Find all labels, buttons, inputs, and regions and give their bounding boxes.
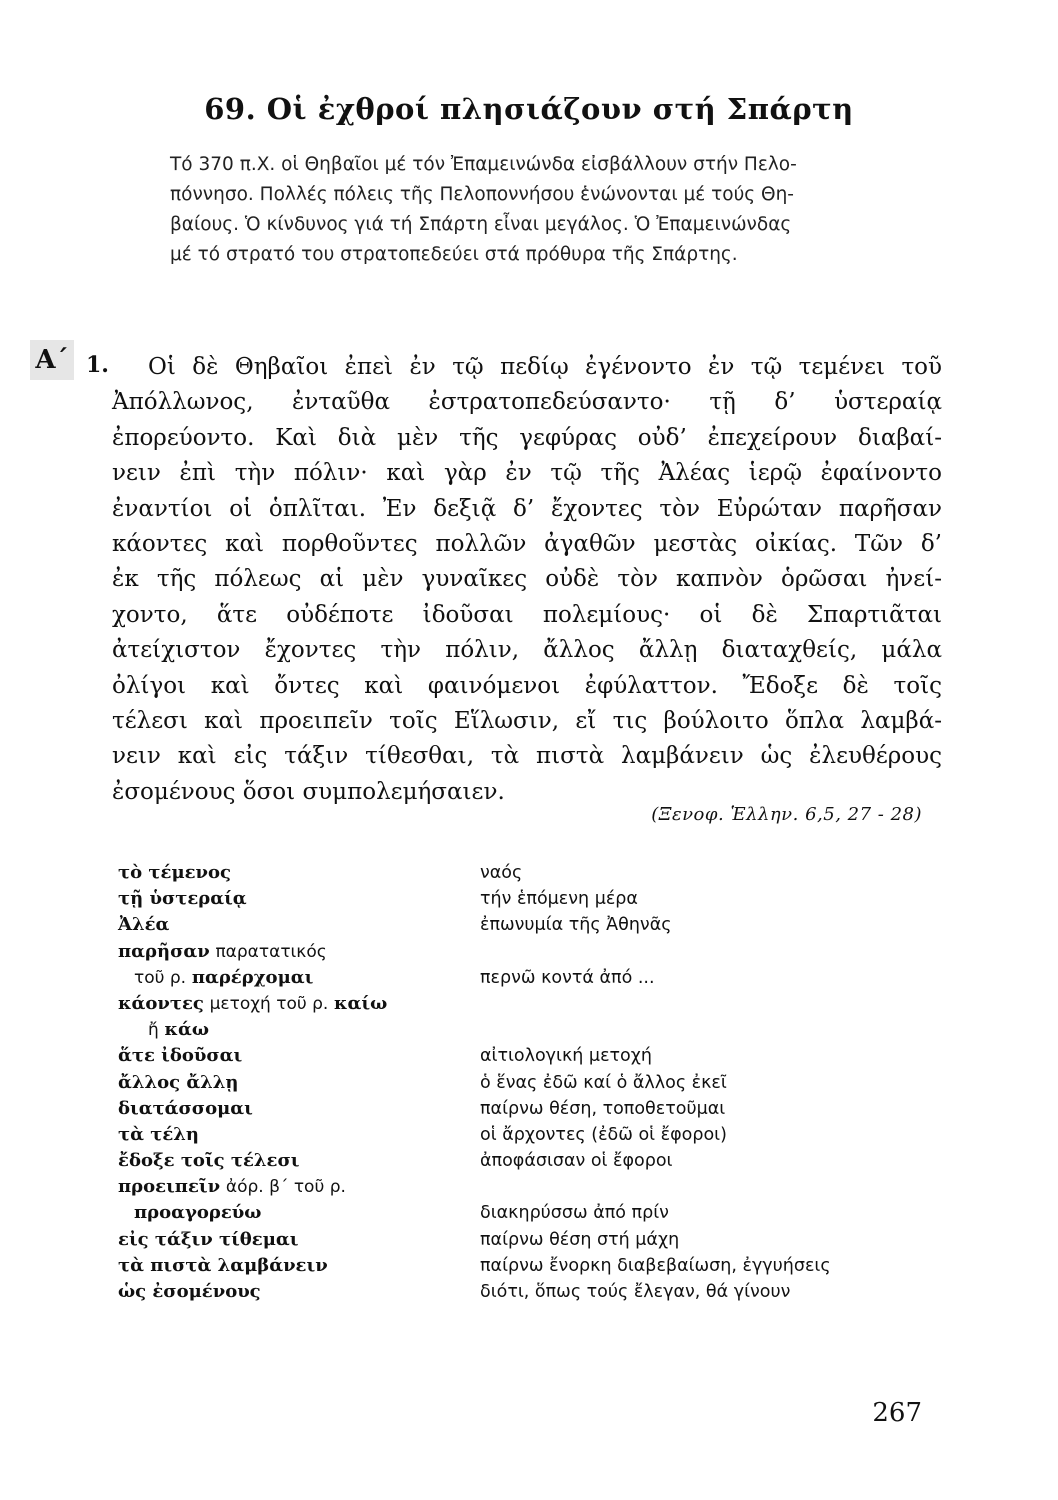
vocab-row [118, 1227, 958, 1253]
ancient-line: ὀλίγοι καὶ ὄντες καὶ φαινόμενοι ἐφύλαττον. Ἔδοξε δὲ τοῖς [112, 672, 942, 699]
ancient-line: νειν ἐπὶ τὴν πόλιν· καὶ γὰρ ἐν τῷ τῆς Ἀλέας ἱερῷ ἐφαίνοντο [112, 460, 942, 487]
vocab-gloss: οἱ ἄρχοντες (ἐδῶ οἱ ἔφοροι) [480, 1124, 727, 1145]
vocab-gloss: διακηρύσσω ἀπό πρίν [480, 1203, 669, 1224]
vocab-row [118, 1070, 958, 1096]
vocab-row [118, 1148, 958, 1174]
vocab-term: τῇ ὑστεραίᾳ [118, 888, 247, 910]
vocab-term: ὡς ἐσομένους [118, 1281, 261, 1302]
intro-line: πόννησο. Πολλές πόλεις τῆς Πελοποννήσου ἑνώνονται μέ τούς Θη- [170, 184, 794, 205]
intro-line: βαίους. Ὁ κίνδυνος γιά τή Σπάρτη εἶναι μεγάλος. Ὁ Ἐπαμεινώνδας [170, 214, 792, 235]
vocab-term: τὸ τέμενος [118, 862, 232, 883]
lesson-title: 69. Οἱ ἐχθροί πλησιάζουν στή Σπάρτη [204, 92, 854, 126]
ancient-line: τέλεσι καὶ προειπεῖν τοῖς Εἵλωσιν, εἴ τις βούλοιτο ὅπλα λαμβά- [112, 708, 942, 735]
vocab-gloss: παίρνω ἔνορκη διαβεβαίωση, ἐγγυήσεις [480, 1255, 831, 1276]
vocab-term: παρῆσαν [118, 940, 210, 962]
vocab-term: τὰ πιστὰ λαμβάνειν [118, 1254, 328, 1276]
ancient-line: χοντο, ἅτε οὐδέποτε ἰδοῦσαι πολεμίους· οἱ δὲ Σπαρτιᾶται [112, 601, 942, 628]
ancient-line: Ἀπόλλωνος, ἐνταῦθα ἐστρατοπεδεύσαντο· τῇ δ’ ὑστεραίᾳ [112, 389, 942, 416]
vocab-gloss: τήν ἑπόμενη μέρα [480, 889, 638, 910]
section-marker: Α΄ [30, 340, 74, 380]
vocab-row [118, 939, 958, 965]
vocab-row [118, 912, 958, 938]
ancient-line: ἐπορεύοντο. Καὶ διὰ μὲν τῆς γεφύρας οὐδ’ ἐπεχείρουν διαβαί- [112, 424, 942, 451]
vocab-term: προαγορεύω [134, 1202, 262, 1224]
ancient-line: ἐναντίοι οἱ ὁπλῖται. Ἐν δεξιᾷ δ’ ἔχοντες τὸν Εὐρώταν παρῆσαν [112, 495, 942, 522]
vocab-row [118, 860, 958, 886]
vocab-row [118, 1017, 958, 1043]
vocab-note: ἀόρ. β΄ τοῦ ρ. [225, 1177, 346, 1198]
page-number: 267 [872, 1398, 922, 1428]
ancient-line: κάοντες καὶ πορθοῦντες πολλῶν ἀγαθῶν μεστὰς οἰκίας. Τῶν δ’ [112, 531, 942, 558]
vocab-gloss: ἐπωνυμία τῆς Ἀθηνᾶς [480, 915, 672, 936]
vocab-term: παρέρχομαι [191, 966, 314, 988]
ancient-line: Οἱ δὲ Θηβαῖοι ἐπεὶ ἐν τῷ πεδίῳ ἐγένοντο ἐν τῷ τεμένει τοῦ [148, 354, 942, 380]
vocab-gloss: ναός [480, 863, 523, 883]
intro-paragraph [170, 150, 940, 270]
vocab-term: κάοντες [118, 992, 204, 1014]
ancient-line: ἐκ τῆς πόλεως αἱ μὲν γυναῖκες οὐδὲ τὸν καπνὸν ὁρῶσαι ἠνεί- [112, 566, 942, 593]
vocab-gloss: ἀποφάσισαν οἱ ἔφοροι [480, 1151, 673, 1172]
vocab-term: ἔδοξε τοῖς τέλεσι [118, 1150, 300, 1172]
intro-line: μέ τό στρατό του στρατοπεδεύει στά πρόθυρα τῆς Σπάρτης. [170, 244, 738, 265]
ancient-line: ἀτείχιστον ἔχοντες τὴν πόλιν, ἄλλος ἄλλῃ διαταχθείς, μάλα [112, 637, 942, 664]
vocab-term: Ἀλέα [118, 914, 170, 936]
vocab-note: μετοχή τοῦ ρ. [209, 993, 329, 1014]
vocab-gloss: ὁ ἕνας ἐδῶ καί ὁ ἄλλος ἐκεῖ [480, 1072, 727, 1093]
vocab-gloss: περνῶ κοντά ἀπό ... [480, 967, 655, 988]
vocab-row [118, 1279, 958, 1305]
vocab-row [118, 1043, 958, 1069]
vocab-term: ἄλλος ἄλλῃ [118, 1071, 239, 1093]
vocab-term: τὰ τέλη [118, 1123, 199, 1145]
vocab-row [118, 1096, 958, 1122]
ancient-text [112, 350, 942, 810]
vocab-note: παρατατικός [215, 941, 327, 962]
vocab-row [118, 965, 958, 991]
vocab-row [118, 1253, 958, 1279]
paragraph-number: 1. [86, 352, 109, 378]
vocab-term-secondary: καίω [334, 992, 388, 1014]
vocab-row [118, 1200, 958, 1226]
source-citation: (Ξενοφ. Ἑλλην. 6,5, 27 - 28) [651, 804, 922, 825]
vocab-row [118, 991, 958, 1017]
vocab-prefix: ἤ [148, 1020, 159, 1041]
vocab-prefix: τοῦ ρ. [134, 967, 187, 988]
vocab-term: προειπεῖν [118, 1176, 221, 1198]
vocab-gloss: παίρνω θέση, τοποθετοῦμαι [480, 1098, 726, 1119]
vocab-term: ἅτε ἰδοῦσαι [118, 1045, 243, 1067]
vocab-row [118, 886, 958, 912]
vocab-term: διατάσσομαι [118, 1097, 253, 1119]
ancient-line: νειν καὶ εἰς τάξιν τίθεσθαι, τὰ πιστὰ λαμβάνειν ὡς ἐλευθέρους [112, 743, 942, 770]
vocab-gloss: διότι, ὅπως τούς ἔλεγαν, θά γίνουν [480, 1282, 791, 1302]
vocab-term: κάω [164, 1019, 209, 1041]
vocab-gloss: παίρνω θέση στή μάχη [480, 1229, 680, 1250]
ancient-line: ἐσομένους ὅσοι συμπολεμήσαιεν. [112, 778, 505, 805]
vocab-row [118, 1174, 958, 1200]
vocabulary-list [118, 860, 958, 1305]
vocab-row [118, 1122, 958, 1148]
intro-line: Τό 370 π.Χ. οἱ Θηβαῖοι μέ τόν Ἐπαμεινώνδα εἰσβάλλουν στήν Πελο- [170, 154, 797, 175]
vocab-term: εἰς τάξιν τίθεμαι [118, 1228, 299, 1250]
vocab-gloss: αἰτιολογική μετοχή [480, 1046, 652, 1067]
